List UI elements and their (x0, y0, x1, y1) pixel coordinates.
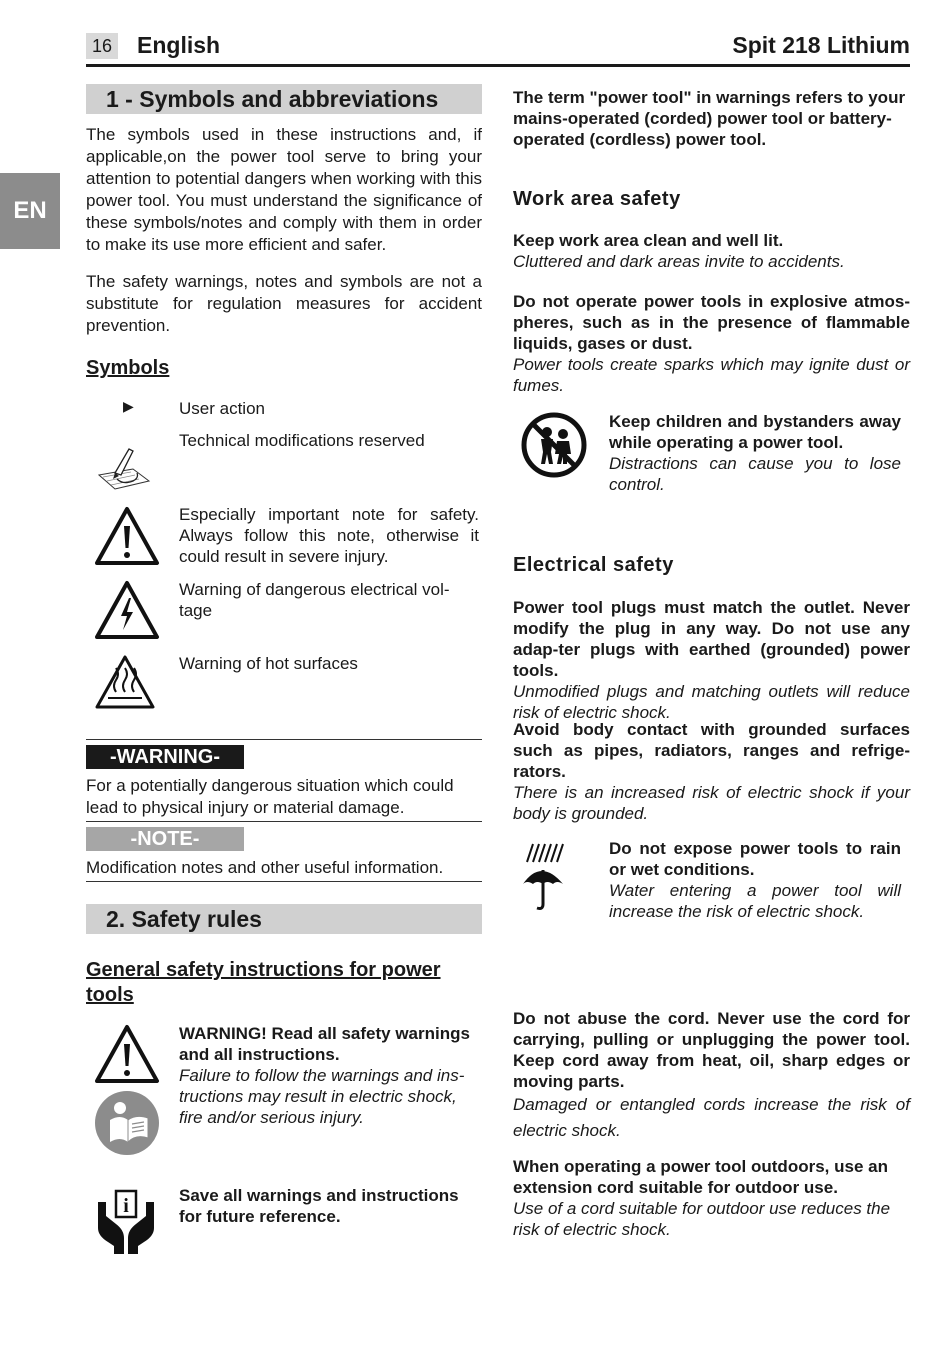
note-label: -NOTE- (86, 827, 244, 851)
header-product-title: Spit 218 Lithium (732, 32, 910, 58)
plugs-match (513, 597, 910, 723)
abuse-cord-bold: Do not abuse the cord. Never use the cord for carrying, pulling or unplugging the power tool. Keep cord away from heat, oil, sharp edges or moving parts. (513, 1009, 910, 1091)
lightning-triangle-icon (94, 580, 160, 640)
hot-surface-triangle-icon (94, 654, 156, 710)
work-area-heading: Work area safety (513, 188, 681, 210)
section-title-safety-rules: 2. Safety rules (86, 904, 482, 934)
plugs-match-italic: Unmodified plugs and matching outlets will reduce risk of electric shock. (513, 682, 910, 722)
abuse-cord-italic: Damaged or entangled cords increase the risk of electric shock. (513, 1095, 910, 1140)
divider (86, 821, 482, 822)
header-rule (86, 64, 910, 67)
rain-conditions (609, 838, 901, 922)
work-area-clean (513, 230, 910, 272)
header-language: English (137, 32, 221, 58)
symbol-electrical-text: Warning of dangerous electrical vol-tage (179, 580, 450, 620)
note-text: Modification notes and other useful information. (86, 858, 444, 877)
warning-label: -WARNING- (86, 745, 244, 769)
explosive-atmos-italic: Power tools create sparks which may ignite dust or fumes. (513, 355, 910, 395)
exclamation-triangle-icon (94, 506, 160, 566)
language-side-tab: EN (0, 173, 60, 249)
warning-read-all-italic: Failure to follow the warnings and ins-tructions may result in electric shock, fire and/or serious injury. (179, 1066, 465, 1127)
outdoor-cord (513, 1156, 910, 1240)
body-contact-bold: Avoid body contact with grounded surfaces such as pipes, radiators, ranges and refrige-rators. (513, 720, 910, 781)
section-title-symbols: 1 - Symbols and abbreviations (86, 84, 482, 114)
children-away-italic: Distractions can cause you to lose control. (609, 454, 901, 494)
symbol-user-action-text: User action (179, 399, 265, 418)
symbol-safety-note-text: Especially important note for safety. Always follow this note, otherwise it could result in severe injury. (179, 505, 479, 566)
page-number: 16 (86, 33, 118, 59)
warning-read-all (179, 1023, 471, 1128)
children-away (609, 411, 901, 495)
children-away-bold: Keep children and bystanders away while operating a power tool. (609, 412, 901, 452)
symbol-technical-mod-text: Technical modifications reserved (179, 431, 425, 450)
rain-umbrella-icon (519, 840, 569, 912)
body-contact (513, 719, 910, 824)
no-children-icon (521, 412, 587, 478)
svg-text:i: i (123, 1195, 129, 1217)
symbol-hot-surface-text: Warning of hot surfaces (179, 654, 358, 673)
explosive-atmos-bold: Do not operate power tools in explosive atmos-pheres, such as in the presence of flammable liquids, gases or dust. (513, 292, 910, 353)
divider (86, 739, 482, 740)
electrical-safety-heading: Electrical safety (513, 554, 674, 576)
rain-conditions-bold: Do not expose power tools to rain or wet conditions. (609, 839, 901, 879)
warning-read-all-bold: WARNING! Read all safety warnings and all instructions. (179, 1024, 470, 1064)
warning-text: For a potentially dangerous situation which could lead to physical injury or material damage. (86, 776, 454, 817)
abuse-cord (513, 1008, 910, 1144)
outdoor-cord-bold: When operating a power tool outdoors, use an extension cord suitable for outdoor use. (513, 1157, 888, 1197)
work-area-clean-italic: Cluttered and dark areas invite to accidents. (513, 252, 845, 271)
power-tool-term-intro: The term "power tool" in warnings refers to your mains-operated (corded) power tool or battery-operated (cordless) power tool. (513, 88, 906, 149)
rain-conditions-italic: Water entering a power tool will increase the risk of electric shock. (609, 881, 901, 921)
substitute-paragraph: The safety warnings, notes and symbols are not a substitute for regulation measures for accident prevention. (86, 272, 482, 335)
symbols-heading: Symbols (86, 357, 170, 379)
plugs-match-bold: Power tool plugs must match the outlet. Never modify the plug in any way. Do not use any adap-ter plugs with earthed (grounded) power tools. (513, 598, 910, 680)
body-contact-italic: There is an increased risk of electric shock if your body is grounded. (513, 783, 910, 823)
exclamation-triangle-icon (94, 1024, 160, 1084)
divider (86, 881, 482, 882)
explosive-atmos (513, 291, 910, 396)
general-safety-heading: General safety instructions for power tools (86, 959, 441, 1006)
work-area-clean-bold: Keep work area clean and well lit. (513, 231, 784, 250)
intro-paragraph: The symbols used in these instructions and, if applicable,on the power tool serve to bring your attention to potential dangers when working with this power tool. You must understand the significance of these symbols/notes and comply with them in order to make its use more efficient and safer. (86, 125, 482, 254)
play-arrow-icon: ▶ (123, 398, 134, 414)
read-manual-icon (94, 1090, 160, 1156)
outdoor-cord-italic: Use of a cord suitable for outdoor use reduces the risk of electric shock. (513, 1199, 891, 1239)
hand-writing-icon (93, 445, 153, 491)
hands-info-icon (94, 1188, 158, 1256)
save-warnings-text: Save all warnings and instructions for future reference. (179, 1186, 459, 1226)
